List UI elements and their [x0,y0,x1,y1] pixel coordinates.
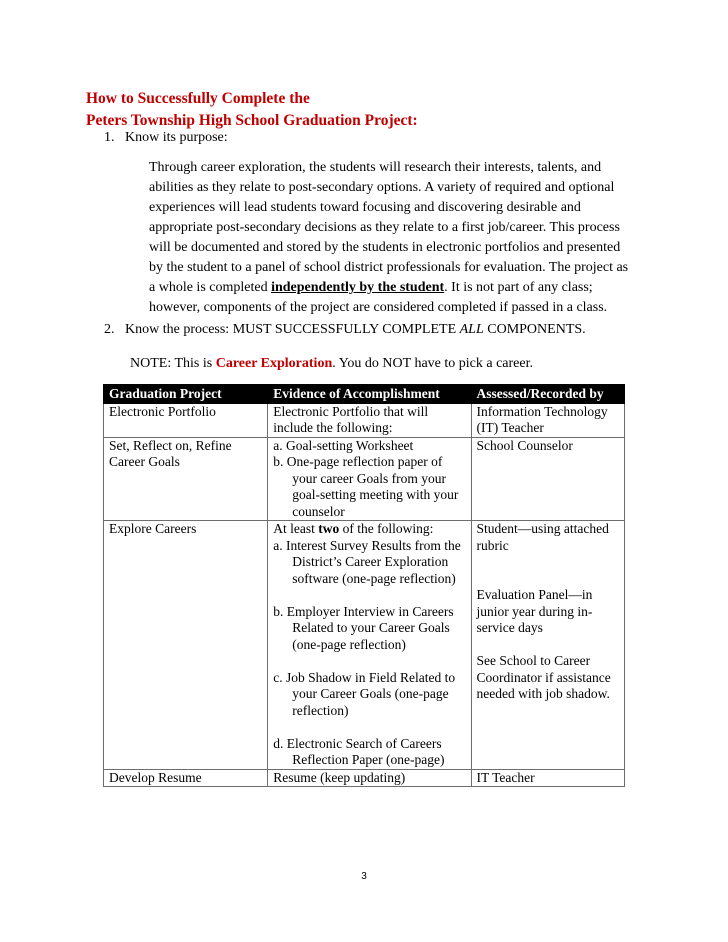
header-graduation-project: Graduation Project [104,385,268,404]
intro-text: At least [273,521,319,536]
assessed-item: Evaluation Panel—in junior year during in-service days [476,587,593,635]
page-number: 3 [361,871,367,882]
section-2-label: Know the process: MUST SUCCESSFULLY COMPLETE [125,322,460,337]
paragraph-line: appropriate post-secondary decisions as they relate to a first job/career. This process [149,220,620,235]
cell-assessed: School Counselor [471,437,625,521]
section-2-italic: ALL [459,322,484,337]
cell-project: Explore Careers [104,521,268,770]
section-2-label-end: COMPONENTS. [483,322,586,337]
note-highlight: Career Exploration [215,356,333,371]
paragraph-line: experiences will lead students toward focusing and discovering desirable and [149,200,581,215]
paragraph-line: will be documented and stored by the students in electronic portfolios and presented [149,240,621,255]
intro-text-end: of the following: [339,521,434,536]
section-1-label: Know its purpose: [125,130,228,145]
paragraph-text: . It is not part of any class; [444,280,593,295]
section-1-number: 1. [104,130,115,145]
evidence-item: a. Interest Survey Results from the District’s Career Exploration software (one-page reflection) [273,537,461,586]
cell-evidence [268,521,471,770]
cell-assessed: Information Technology (IT) Teacher [471,403,625,437]
section-2-number: 2. [104,322,115,337]
evidence-intro [273,521,465,538]
paragraph-text: a whole is completed [149,280,272,295]
components-table [103,384,625,787]
note-line [130,354,533,374]
paragraph-line: by the student to a panel of school district professionals for evaluation. The project as [149,260,629,275]
table-row [104,403,625,437]
note-text: NOTE: This is [130,356,216,371]
evidence-item: a. Goal-setting Worksheet [273,437,414,453]
purpose-paragraph [149,158,649,318]
cell-assessed [471,521,625,770]
title-line-2: Peters Township High School Graduation Project: [86,112,418,129]
header-assessed-by: Assessed/Recorded by [471,385,625,404]
assessed-item: See School to Career Coordinator if assistance needed with job shadow. [476,653,611,701]
cell-project: Set, Reflect on, Refine Career Goals [104,437,268,521]
emphasis-independently: independently by the student [271,280,445,295]
cell-evidence: Resume (keep updating) [268,769,471,787]
paragraph-line: abilities as they relate to post-secondary options. A variety of required and optional [149,180,615,195]
cell-evidence [268,437,471,521]
paragraph-line: Through career exploration, the students will research their interests, talents, and [149,160,602,175]
section-2-heading [104,320,586,340]
evidence-item: d. Electronic Search of Careers Reflection Paper (one-page) [273,735,445,767]
evidence-item: b. One-page reflection paper of your career Goals from your goal-setting meeting with your counselor [273,454,459,519]
paragraph-line: however, components of the project are considered completed if passed in a class. [149,300,608,315]
evidence-item: c. Job Shadow in Field Related to your Career Goals (one-page reflection) [273,669,456,718]
table-row [104,437,625,521]
intro-bold: two [318,521,340,536]
cell-project: Develop Resume [104,769,268,787]
table-header-row [104,385,625,404]
cell-assessed: IT Teacher [471,769,625,787]
cell-project: Electronic Portfolio [104,403,268,437]
header-evidence: Evidence of Accomplishment [268,385,471,404]
table-row [104,769,625,787]
title-line-1: How to Successfully Complete the [86,90,310,107]
paragraph-line [149,278,649,298]
assessed-item: Student—using attached rubric [476,521,609,553]
evidence-item: b. Employer Interview in Careers Related to your Career Goals (one-page reflection) [273,603,454,652]
note-text-end: . You do NOT have to pick a career. [332,356,533,371]
cell-evidence: Electronic Portfolio that will include the following: [268,403,471,437]
section-1-heading [104,128,228,148]
page-title [86,88,418,132]
table-row [104,521,625,770]
